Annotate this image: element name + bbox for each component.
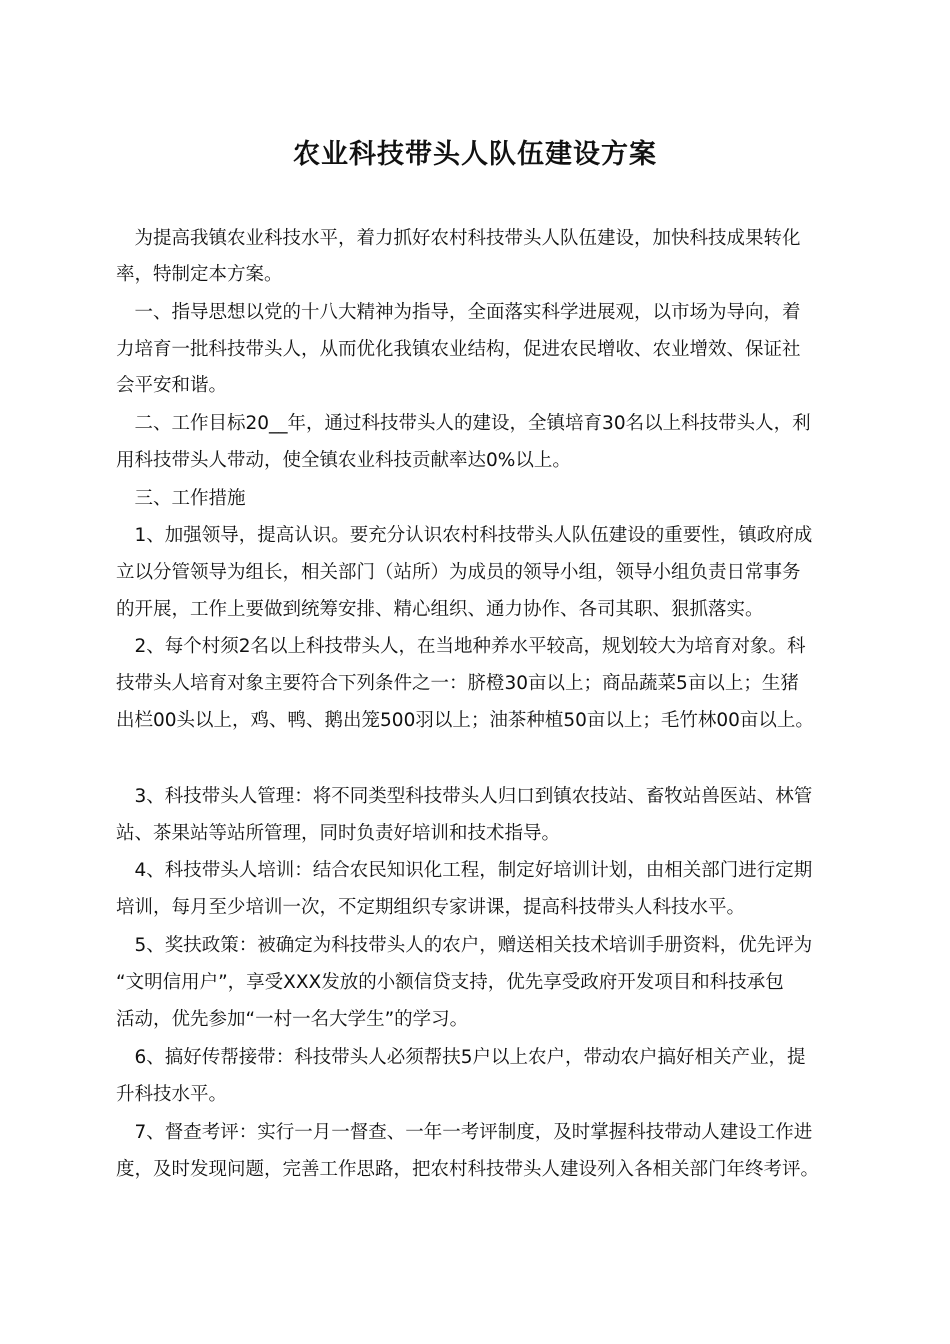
paragraph-line: 1、加强领导，提高认识。要充分认识农村科技带头人队伍建设的重要性，镇政府成 [116, 525, 813, 546]
paragraph-line: 用科技带头人带动，使全镇农业科技贡献率达0%以上。 [116, 450, 571, 471]
paragraph-line: 5、奖扶政策：被确定为科技带头人的农户，赠送相关技术培训手册资料，优先评为 [116, 935, 813, 956]
paragraph-line: 二、工作目标20__年，通过科技带头人的建设，全镇培育30名以上科技带头人，利 [116, 413, 811, 434]
paragraph-line: 为提高我镇农业科技水平，着力抓好农村科技带头人队伍建设，加快科技成果转化 [116, 228, 801, 249]
paragraph-line: 2、每个村须2名以上科技带头人，在当地种养水平较高，规划较大为培育对象。科 [116, 636, 806, 657]
paragraph-line: 站、茶果站等站所管理，同时负责好培训和技术指导。 [116, 823, 561, 844]
paragraph-line: 出栏00头以上，鸡、鸭、鹅出笼500羽以上；油茶种植50亩以上；毛竹林00亩以上。 [116, 710, 814, 731]
paragraph-line: 一、指导思想以党的十八大精神为指导，全面落实科学进展观，以市场为导向，着 [116, 302, 801, 323]
paragraph-line: “文明信用户”，享受XXX发放的小额信贷支持，优先享受政府开发项目和科技承包 [116, 972, 784, 993]
paragraph-line: 升科技水平。 [116, 1084, 228, 1105]
paragraph-line: 立以分管领导为组长，相关部门（站所）为成员的领导小组，领导小组负责日常事务 [116, 562, 801, 583]
paragraph-line: 三、工作措施 [116, 488, 246, 509]
paragraph-line: 6、搞好传帮接带：科技带头人必须帮扶5户以上农户，带动农户搞好相关产业，提 [116, 1047, 806, 1068]
paragraph-line: 会平安和谐。 [116, 375, 228, 396]
document-title: 农业科技带头人队伍建设方案 [293, 139, 657, 170]
paragraph-line: 技带头人培育对象主要符合下列条件之一：脐橙30亩以上；商品蔬菜5亩以上；生猪 [116, 673, 799, 694]
paragraph-line: 4、科技带头人培训：结合农民知识化工程，制定好培训计划，由相关部门进行定期 [116, 860, 813, 881]
paragraph-line: 3、科技带头人管理：将不同类型科技带头人归口到镇农技站、畜牧站兽医站、林管 [116, 786, 813, 807]
paragraph-line: 7、督查考评：实行一月一督查、一年一考评制度，及时掌握科技带动人建设工作进 [116, 1122, 813, 1143]
paragraph-line: 活动，优先参加“一村一名大学生”的学习。 [116, 1009, 469, 1030]
paragraph-line: 的开展，工作上要做到统筹安排、精心组织、通力协作、各司其职、狠抓落实。 [116, 599, 764, 620]
paragraph-line: 力培育一批科技带头人，从而优化我镇农业结构，促进农民增收、农业增效、保证社 [116, 339, 801, 360]
paragraph-line: 培训，每月至少培训一次，不定期组织专家讲课，提高科技带头人科技水平。 [116, 897, 746, 918]
paragraph-line: 率，特制定本方案。 [116, 264, 283, 285]
paragraph-line: 度，及时发现问题，完善工作思路，把农村科技带头人建设列入各相关部门年终考评。 [116, 1159, 820, 1180]
